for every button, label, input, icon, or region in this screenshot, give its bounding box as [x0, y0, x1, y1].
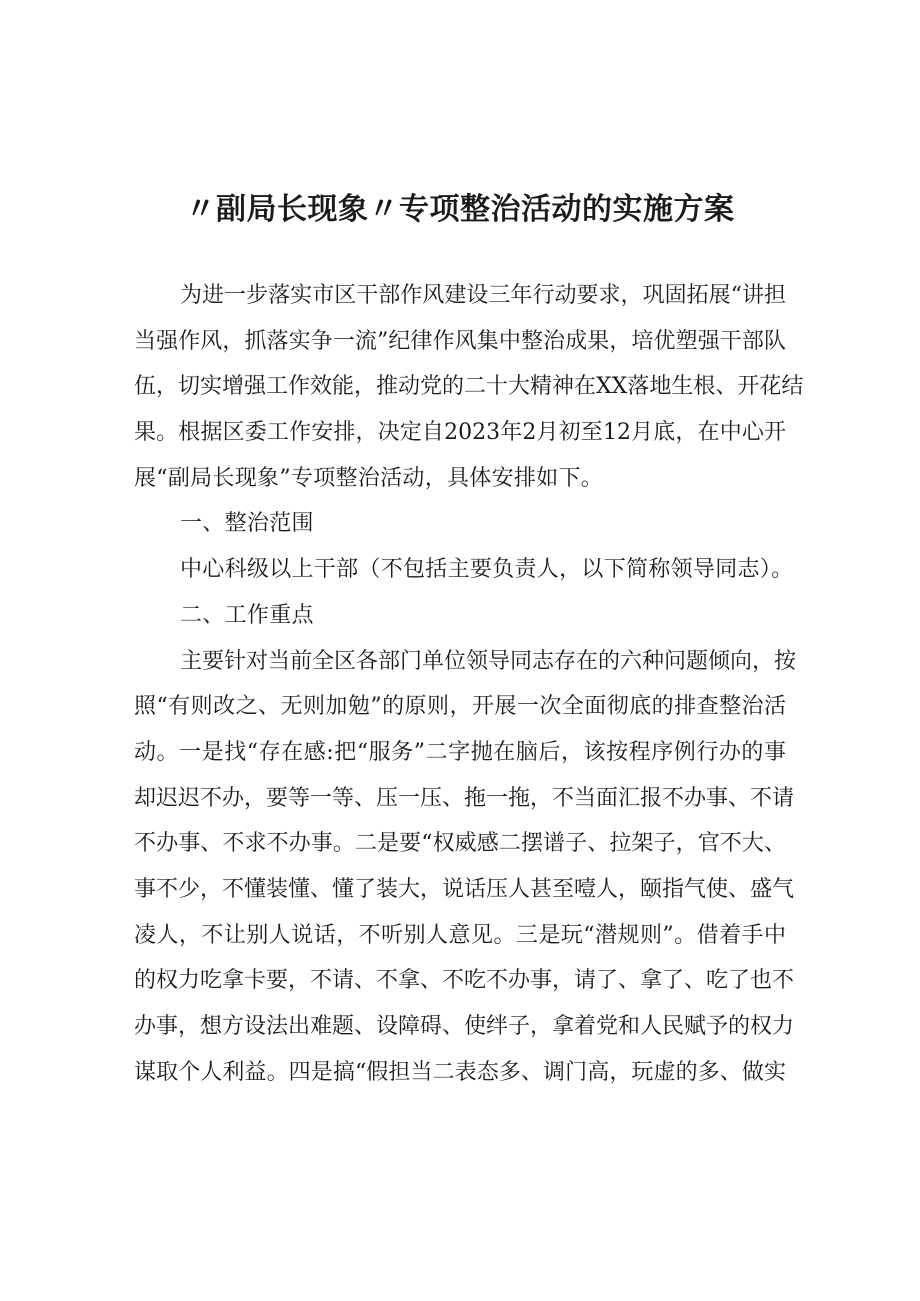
paragraph-line: 却迟迟不办，要等一等、压一压、拖一拖，不当面汇报不办事、不请	[134, 785, 795, 811]
paragraph-line: 当强作风，抓落实争一流”纪律作风集中整治成果，培优塑强干部队	[134, 328, 786, 354]
paragraph-line: 事不少，不懂装懂、懂了装大，说话压人甚至噎人，颐指气使、盛气	[134, 876, 795, 902]
paragraph-line: 办事，想方设法出难题、设障碍、使绊子，拿着党和人民赋予的权力	[134, 1014, 795, 1039]
paragraph-line: 不办事、不求不办事。二是要“权威感二摆谱子、拉架子，官不大、	[134, 831, 786, 857]
paragraph-line: 中心科级以上干部（不包括主要负责人，以下简称领导同志）。	[180, 557, 794, 583]
paragraph-line: 主要针对当前全区各部门单位领导同志存在的六种问题倾向，按	[180, 648, 797, 674]
paragraph-line: 凌人，不让别人说话，不听别人意见。三是玩“潜规则”。借着手中	[134, 922, 786, 948]
paragraph-line: 的权力吃拿卡要，不请、不拿、不吃不办事，请了、拿了、吃了也不	[134, 968, 795, 994]
section-heading: 二、工作重点	[180, 602, 314, 628]
paragraph-line: 谋取个人利益。四是搞“假担当二表态多、调门高，玩虚的多、做实	[134, 1059, 786, 1085]
paragraph-line: 果。根据区委工作安排，决定自2023年2月初至12月底，在中心开	[134, 420, 786, 446]
section-heading: 一、整治范围	[180, 511, 314, 537]
paragraph-line: 伍，切实增强工作效能，推动党的二十大精神在XX落地生根、开花结	[134, 374, 804, 400]
paragraph-line: 照“有则改之、无则加勉”的原则，开展一次全面彻底的排查整治活	[134, 694, 786, 720]
paragraph-line: 为进一步落实市区干部作风建设三年行动要求，巩固拓展“讲担	[180, 283, 786, 308]
paragraph-line: 动。一是找“存在感:把“服务”二字抛在脑后，该按程序例行办的事	[134, 739, 786, 765]
document-body	[134, 273, 804, 1095]
paragraph-line: 展“副局长现象”专项整治活动，具体安排如下。	[134, 465, 604, 491]
document-title: 〃副局长现象〃专项整治活动的实施方案	[185, 192, 735, 227]
